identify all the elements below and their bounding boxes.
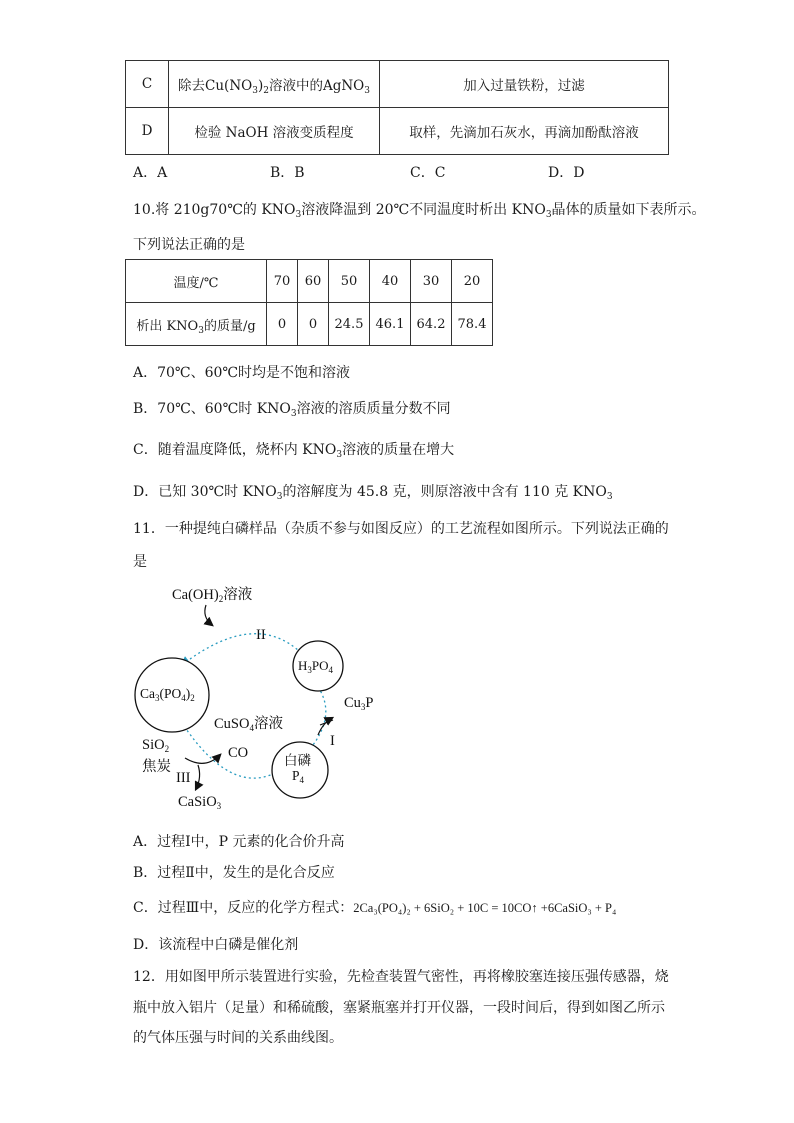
cu3p-label: $Cu_3P$ [344,695,374,712]
q10-stem-line1: 10.将 210g70℃的 $KNO_3$溶液降温到 20℃不同温度时析出 $KNO_3$晶体的质量如下表所示。 [133,202,706,220]
table-cell: 64.2 [411,303,452,346]
sio2-label: SiO$_2$ [142,737,170,754]
table-cell: 50 [329,260,370,303]
q9-option-d[interactable]: D．D [548,165,585,181]
h3po4-label: $H_3PO_4$ [298,658,334,675]
cycle-arc-ii [182,634,308,665]
table-cell: 70 [267,260,298,303]
q10-stem-line2: 下列说法正确的是 [133,237,245,253]
co-label: CO [228,745,249,761]
option-label: C [126,61,169,108]
step-ii-label: II [256,627,266,643]
method-cell: 取样，先滴加石灰水，再滴加酚酞溶液 [380,108,669,155]
q10-option-c[interactable]: C．随着温度降低，烧杯内 $KNO_3$溶液的质量在增大 [133,442,455,460]
q11-option-a[interactable]: A．过程Ⅰ中，P 元素的化合价升高 [133,834,345,850]
row-header: 温度/℃ [126,260,267,303]
q12-stem-line3: 的气体压强与时间的关系曲线图。 [133,1030,343,1046]
table-cell: 60 [298,260,329,303]
table-cell: 46.1 [370,303,411,346]
kno3-data-table [125,259,493,346]
table-row [126,61,669,108]
q12-stem-line1: 12．用如图甲所示装置进行实验，先检查装置气密性，再将橡胶塞连接压强传感器，烧 [133,969,669,985]
q10-option-b[interactable]: B．70℃、60℃时 $KNO_3$溶液的溶质质量分数不同 [133,401,451,419]
purpose-cell: 检验 NaOH 溶液变质程度 [169,108,380,155]
ca3po42-label: $Ca_3(PO_4)_2$ [140,686,195,703]
q9-option-c[interactable]: C．C [410,165,446,181]
q11-stem-line1: 11．一种提纯白磷样品（杂质不参与如图反应）的工艺流程如图所示。下列说法正确的 [133,521,669,537]
q9-option-a[interactable]: A．A [133,165,168,181]
caoh2-arrow [205,605,212,625]
table-cell: 0 [298,303,329,346]
table-cell: 20 [452,260,493,303]
option-label: D [126,108,169,155]
row-header: 析出 $KNO_3$的质量/g [126,303,267,346]
table-cell: 78.4 [452,303,493,346]
step-i-label: I [330,733,335,749]
table-cell: 30 [411,260,452,303]
method-cell: 加入过量铁粉，过滤 [380,61,669,108]
table-cell: 0 [267,303,298,346]
options-table [125,60,669,155]
q11-stem-line2: 是 [133,554,147,570]
purpose-cell: 除去$Cu(NO_3)_2$溶液中的AgNO$_3$ [169,61,380,108]
table-cell: 24.5 [329,303,370,346]
q9-option-b[interactable]: B．B [270,165,305,181]
coke-label: 焦炭 [142,759,171,775]
white-phosphorus-label: 白磷 [284,753,311,768]
cuso4-arrow [320,720,333,725]
table-row [126,108,669,155]
chemical-equation: 2Ca₃(PO₄)₂ + 6SiO₂ + 10C = 10CO↑ +6CaSiO₃ + P₄ [353,901,617,915]
caoh2-label: $Ca(OH)_2$溶液 [172,587,253,604]
q12-stem-line2: 瓶中放入铝片（足量）和稀硫酸，塞紧瓶塞并打开仪器，一段时间后，得到如图乙所示 [133,1000,665,1016]
table-cell: 40 [370,260,411,303]
casio3-label: CaSiO$_3$ [178,794,222,811]
q11-option-b[interactable]: B．过程Ⅱ中，发生的是化合反应 [133,865,335,881]
casio3-arrow [196,765,200,789]
q10-option-a[interactable]: A．70℃、60℃时均是不饱和溶液 [133,365,351,381]
table-row [126,303,493,346]
cuso4-label: CuSO$_4$溶液 [214,716,283,733]
q11-option-c[interactable]: C．过程Ⅲ中，反应的化学方程式：2Ca₃(PO₄)₂ + 6SiO₂ + 10C = 10CO↑ +6CaSiO₃ + P₄ [133,900,617,916]
process-flow-diagram [120,575,420,820]
p4-label: $P_4$ [292,768,305,785]
q11-option-d[interactable]: D．该流程中白磷是催化剂 [133,937,299,953]
step-iii-label: III [176,770,191,786]
q10-option-d[interactable]: D．已知 30℃时 $KNO_3$的溶解度为 45.8 克，则原溶液中含有 110 克 $KNO_3$ [133,484,613,502]
table-row [126,260,493,303]
